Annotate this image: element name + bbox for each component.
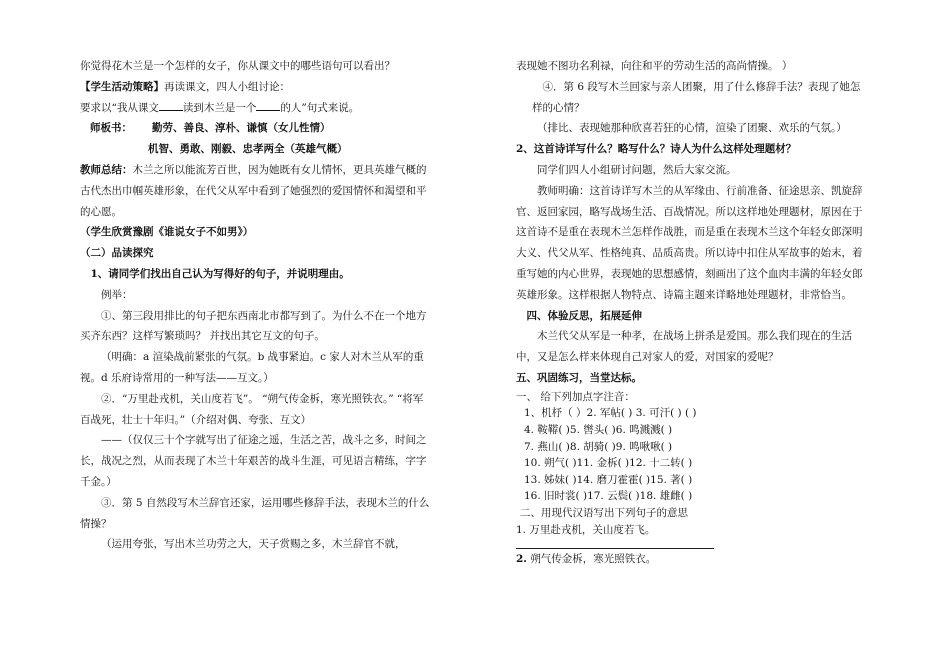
blank-underline [256,100,280,111]
question-2-text: 同学们四人小组研讨问题，然后大家交流。 [537,163,737,176]
question-intro: 你觉得花木兰是一个怎样的女子，你从课文中的哪些语句可以看出？ [80,60,395,72]
answer-line [516,540,714,549]
exercise-row: 1、机杼（ ）2. 军帖( ) 3. 可汗( ) ( ) [524,407,697,420]
section-heading: （二）品读探究 [80,247,154,260]
strategy-line [80,77,430,98]
strategy-text: 再读课文，四人小组讨论： [164,80,290,93]
point-1: ①、第三段用排比的句子把东西南北市都写到了。为什么不在一个地方买齐东西？这样写繁琐吗？ 并找出其它互文的句子。 [80,309,427,343]
question-1: 1、请同学们找出自己认为写得好的句子，并说明理由。 [90,267,350,280]
exercise-row: 13. 姊妹( )14. 磨刀霍霍( )15. 著( ) [524,473,693,486]
example-label: 例举： [101,288,133,301]
point-3-answer: （运用夸张，写出木兰功劳之大，天子赏赐之多，木兰辞官不就， [101,538,406,551]
exercise-2-title: 二、用现代汉语写出下列句子的意思 [520,506,688,519]
blank-underline [159,100,183,111]
question-2: 2、这首诗详写什么？略写什么？诗人为什么这样处理题材？ [516,143,797,156]
point-4: ④．第 6 段写木兰回家与亲人团聚，用了什么修辞手法？表现了她怎样的心情？ [532,80,861,114]
board-line-2: 机智、勇敢、刚毅、忠孝两全（英雄气概） [148,143,348,156]
teacher-summary [80,160,430,222]
exercise-block [516,389,868,568]
right-column [516,56,868,568]
point-3: ③．第 5 自然段写木兰辞官还家，运用哪些修辞手法，表现木兰的什么情操？ [80,496,430,530]
exercise-2-item-2 [516,551,868,568]
board-label: 师板书： [90,122,132,135]
section-4-heading: 四、体验反思，拓展延伸 [526,309,642,322]
req-part-c: 的人”句式来说。 [280,101,360,114]
exercise-row: 16. 旧时裳( )17. 云鬓( )18. 雄雌( ) [524,490,693,503]
requirement-line [80,98,430,119]
item-text: 朔气传金柝，寒光照铁衣。 [530,553,657,566]
exercise-2-item-1: 1. 万里赴戎机，关山度若飞。 [516,523,656,536]
exercise-row: 7. 燕山( )8. 胡骑( )9. 鸣啾啾( ) [524,440,673,453]
exercise-row: 4. 鞍鞯( )5. 辔头( )6. 鸣溅溅( ) [524,423,673,436]
req-part-a: 要求以“我从课文 [80,101,159,114]
point-3-answer-cont: 表现她不图功名利禄，向往和平的劳动生活的高尚情操。 ） [516,60,793,72]
summary-text: 木兰之所以能流芳百世，因为她既有女儿情怀，更具英雄气概的古代杰出巾帼英雄形象，在代父从军中看到了她强烈的爱国情怀和渴望和平的心愿。 [80,163,427,218]
board-text-1: 勤劳、善良、淳朴、谦慎（女儿性情） [152,122,331,135]
item-number: 2. [516,553,527,566]
exercise-1-title: 一、 给下列加点字注音： [516,390,635,403]
req-part-b: 读到木兰是一个 [182,101,257,114]
point-2: ②．“万里赴戎机，关山度若飞”。 “朔气传金柝，寒光照铁衣。” “将军百战死，壮士十年归。”（介绍对偶、夸张、互文） [80,392,424,426]
appreciate-note: （学生欣赏豫剧《谁说女子不如男》） [80,226,254,239]
summary-label: 教师总结： [80,163,133,176]
strategy-label: 【学生活动策略】 [80,80,164,93]
point-2-answer: ——（仅仅三十个字就写出了征途之遥，生活之苦，战斗之多，时间之长，战况之烈，从而表现了木兰十年艰苦的战斗生涯，可见语言精练，字字千金。） [80,434,427,488]
point-4-answer: （排比、表现她那种欣喜若狂的心情，渲染了团聚、欢乐的气氛。） [537,122,847,135]
left-column [80,56,430,555]
question-2-answer: 教师明确：这首诗详写木兰的从军缘由、行前准备、征途思亲、凯旋辞官、返回家园，略写战场生活、百战情况。所以这样地处理题材，原因在于这首诗不是重在表现木兰怎样作战胜，而是重在表现木兰这个年轻女郎深明大义、代父从军、性格纯真、品质高贵。所以诗中扣住从军故事的始末，着重写她的内心世界，表现她的思想感情，刻画出了这个血肉丰满的年轻女郎英雄形象。这样根据人物特点、诗篇主题来详略地处理题材，非常恰当。 [516,184,863,301]
section-5-heading: 五、巩固练习，当堂达标。 [516,371,642,384]
point-1-answer: （明确：a 渲染战前紧张的气氛。b 战事紧迫。c 家人对木兰从军的重视。d 乐府诗常用的一种写法——互文。） [80,351,424,384]
exercise-row: 10. 朔气( )11. 金柝( )12. 十二转( ) [524,457,693,470]
board-line-1 [80,118,430,139]
section-4-text: 木兰代父从军是一种孝，在战场上拼杀是爱国。那么我们现在的生活中，又是怎么样来体现自己对家人的爱，对国家的爱呢？ [516,330,852,364]
